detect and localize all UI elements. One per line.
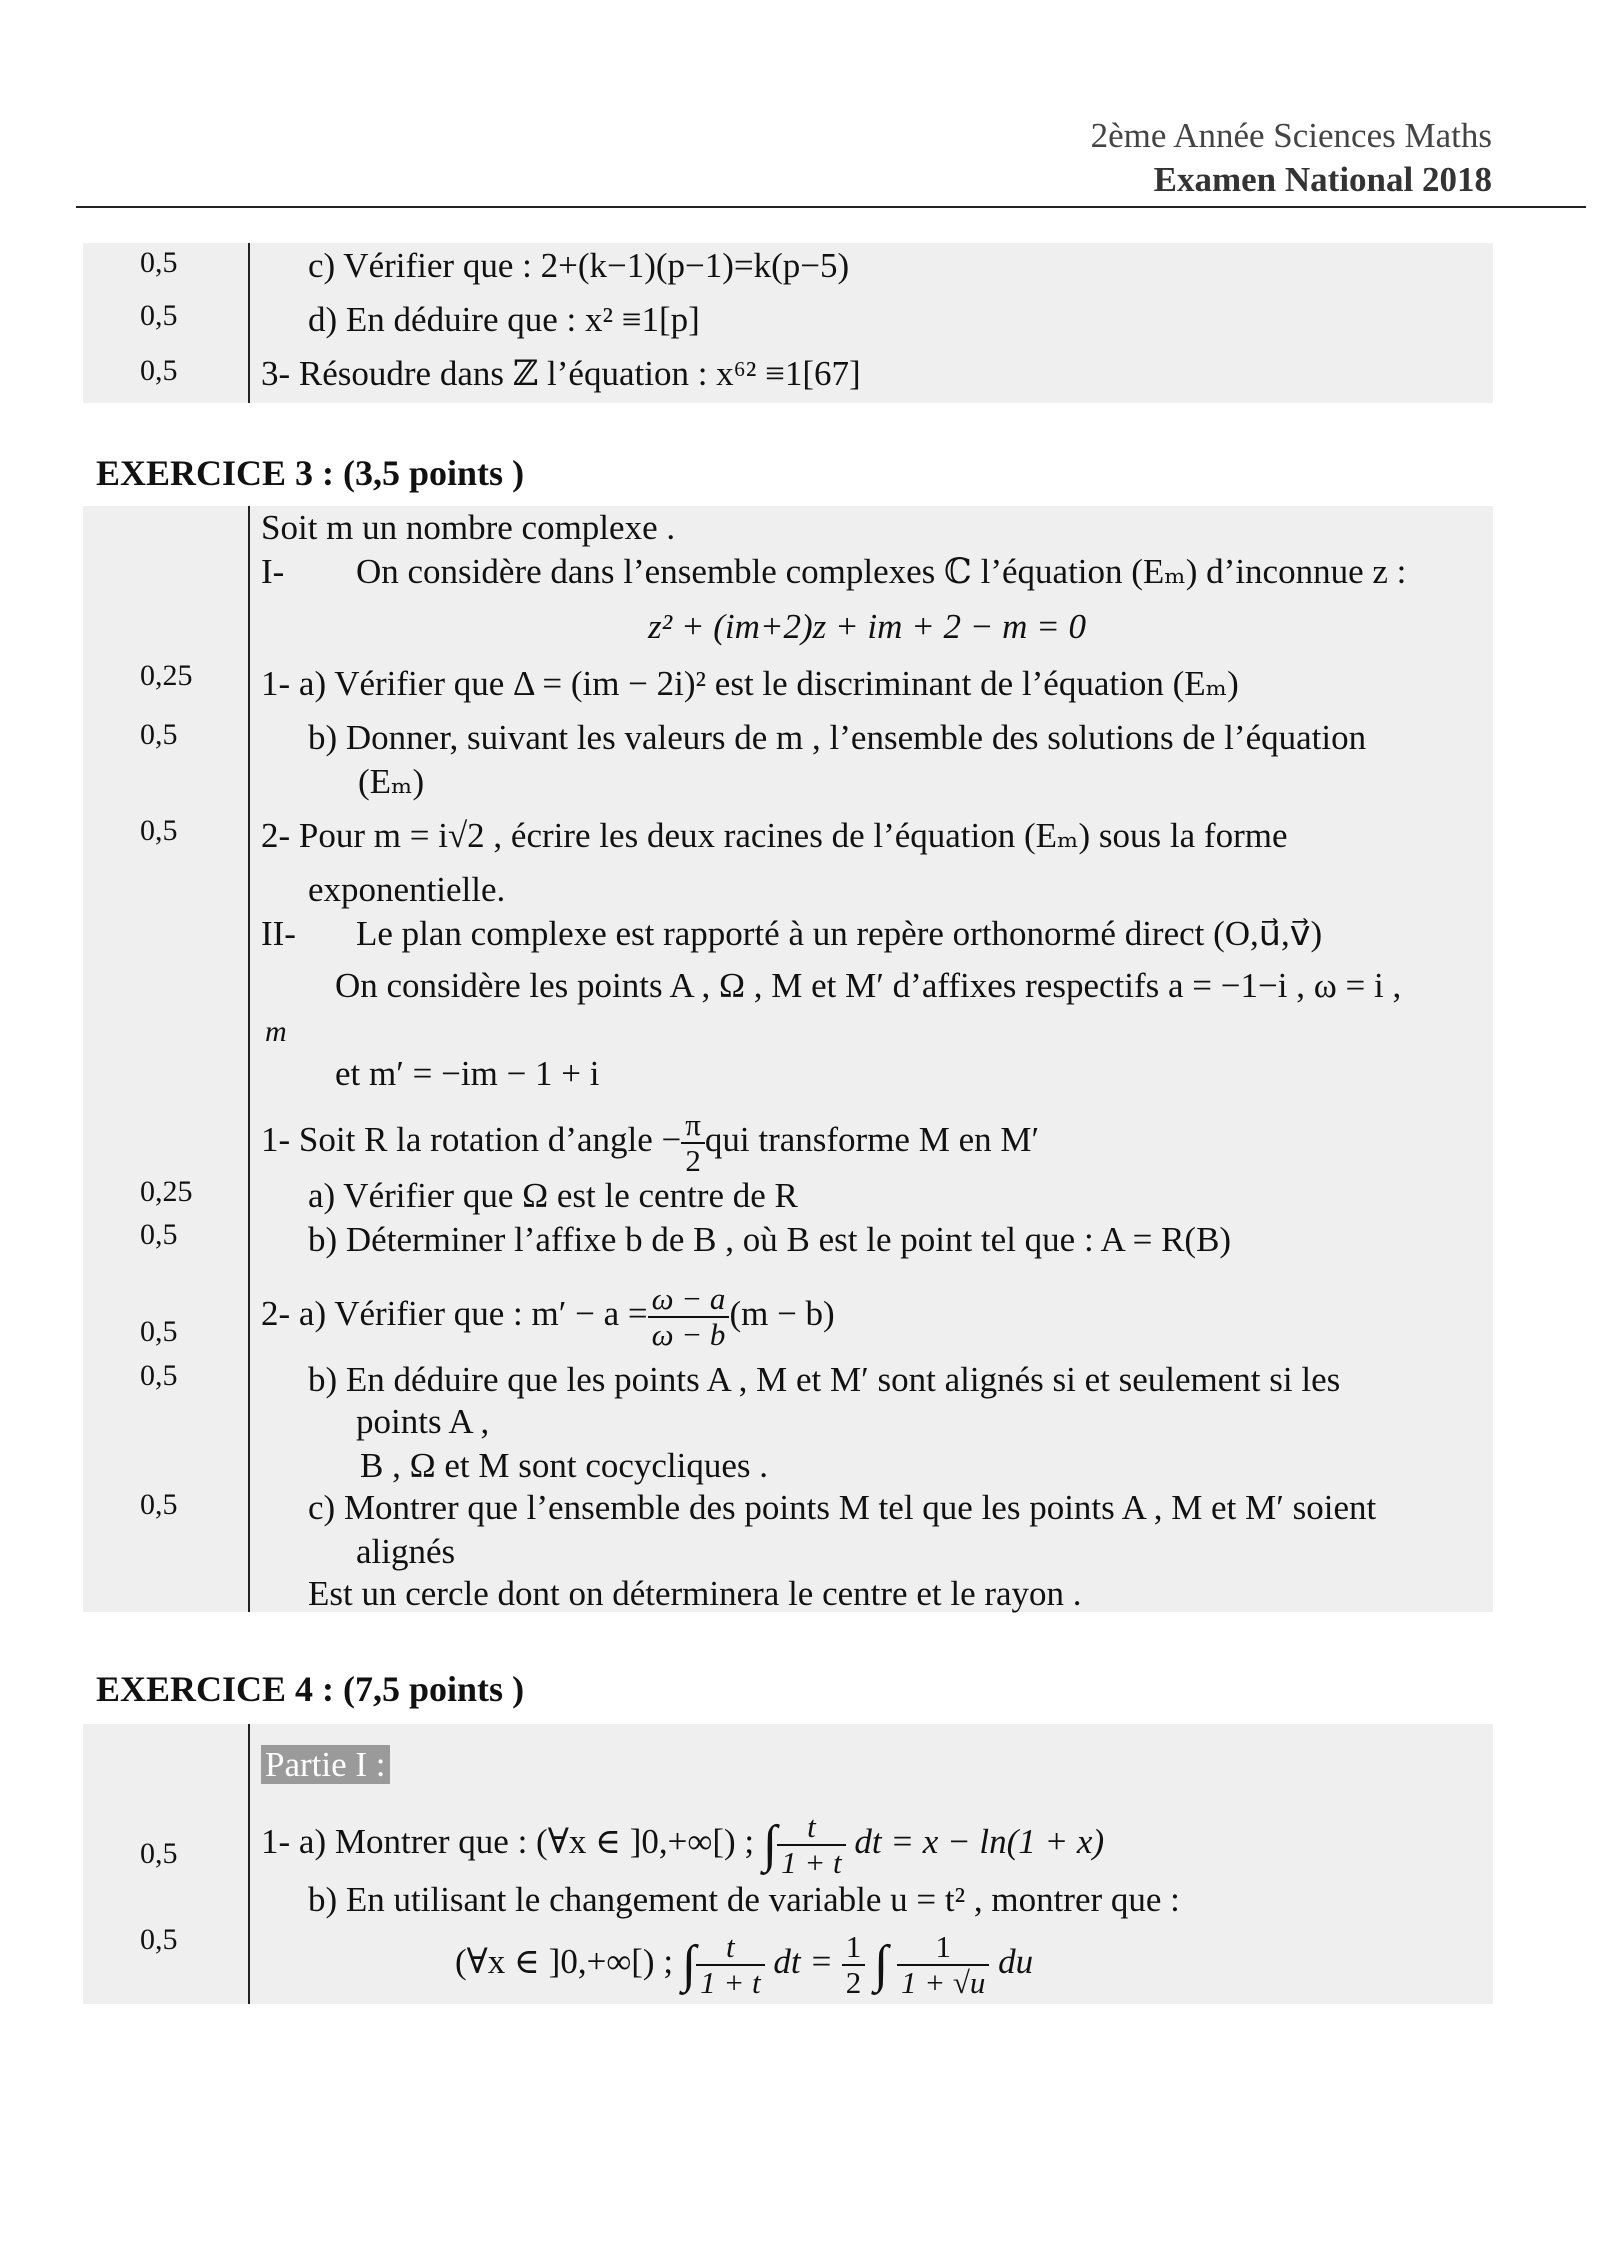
e3-soit: Soit m un nombre complexe . — [261, 508, 676, 547]
question-2c: c) Vérifier que : 2+(k−1)(p−1)=k(p−5) — [308, 246, 850, 285]
e4-q1b-frac1: $\frac{t}{1 + t}$ — [696, 1930, 765, 2000]
points-e3-II-2b: 0,5 — [140, 1359, 178, 1392]
e3-m-stray: m — [265, 1015, 287, 1048]
exercice3-title: EXERCICE 3 : (3,5 points ) — [96, 453, 525, 493]
points-e3-2: 0,5 — [140, 814, 178, 847]
exercice4-title: EXERCICE 4 : (7,5 points ) — [96, 1669, 525, 1709]
e3-m-prime: et m′ = −im − 1 + i — [335, 1054, 600, 1093]
block1-divider — [248, 243, 250, 403]
points-e4-1b: 0,5 — [140, 1923, 178, 1956]
e3-II-2c-line3: Est un cercle dont on déterminera le centre et le rayon . — [308, 1574, 1082, 1613]
e3-II-1b: b) Déterminer l’affixe b de B , où B est le point tel que : A = R(B) — [308, 1220, 1232, 1259]
e3-fraction: $\frac{\omega - a}{\omega - b}$ — [648, 1282, 730, 1352]
e3-II-2b-line2: points A , — [356, 1402, 490, 1441]
e3-points-def: On considère les points A , Ω , M et M′ d’affixes respectifs a = −1−i , ω = i , — [335, 966, 1402, 1005]
e3-II-1a: a) Vérifier que Ω est le centre de R — [308, 1176, 798, 1215]
block-exercice4-divider — [248, 1724, 250, 2004]
points-e3-II-1b: 0,5 — [140, 1218, 178, 1251]
header-level: 2ème Année Sciences Maths — [1090, 116, 1492, 155]
e3-q2-line2: exponentielle. — [308, 870, 506, 909]
points-c: 0,5 — [140, 246, 178, 279]
e3-q2-line1: 2- Pour m = i√2 , écrire les deux racines de l’équation (Eₘ) sous la forme — [261, 816, 1288, 855]
header-exam: Examen National 2018 — [1153, 160, 1492, 199]
e3-part-II-label: II- — [261, 914, 296, 953]
points-e3-1a: 0,25 — [140, 659, 193, 692]
e4-q1a-fraction: $\frac{t}{1 + t}$ — [777, 1810, 846, 1880]
points-d: 0,5 — [140, 299, 178, 332]
e3-q1b-line2: (Eₘ) — [358, 762, 425, 801]
points-e3-II-2c: 0,5 — [140, 1488, 178, 1521]
e3-q1b-line1: b) Donner, suivant les valeurs de m , l’ensemble des solutions de l’équation — [308, 718, 1367, 757]
e4-q1b-frac2: $\frac{1}{1 + √u}$ — [897, 1930, 989, 2000]
e4-q1b-half: $\frac{1}{2}$ — [842, 1930, 866, 2000]
question-2d: d) En déduire que : x² ≡1[p] — [308, 300, 700, 339]
e3-rotation: 1- Soit R la rotation d’angle − $\frac{\pi}{2}$ qui transforme M en M′ — [261, 1107, 1040, 1178]
e3-equation: z² + (im+2)z + im + 2 − m = 0 — [648, 607, 1087, 646]
e3-II-2c-line1: c) Montrer que l’ensemble des points M tel que les points A , M et M′ soient — [308, 1488, 1377, 1527]
e3-part-I-label: I- — [261, 552, 285, 591]
points-e3-II-2a: 0,5 — [140, 1315, 178, 1348]
e3-II-2b-line3: B , Ω et M sont cocycliques . — [360, 1446, 769, 1485]
e3-II-2a: 2- a) Vérifier que : m′ − a = $\frac{\omega - a}{\omega - b}$ (m − b) — [261, 1281, 835, 1352]
e3-II-2b-line1: b) En déduire que les points A , M et M′ sont alignés si et seulement si les — [308, 1360, 1341, 1399]
e4-partie-I: Partie I : — [261, 1745, 390, 1785]
points-e3-1b: 0,5 — [140, 718, 178, 751]
e3-II-2c-line2: alignés — [356, 1532, 456, 1571]
e3-part-I-text: On considère dans l’ensemble complexes ℂ l’équation (Eₘ) d’inconnue z : — [356, 552, 1407, 591]
points-e3-II-1a: 0,25 — [140, 1175, 193, 1208]
e3-angle-fraction: $\frac{\pi}{2}$ — [681, 1108, 705, 1178]
e4-q1b-formula: (∀x ∈ ]0,+∞[) ; ∫ $\frac{t}{1 + t}$ dt = $\frac{1}{2}$ ∫ $\frac{1}{1 + √u}$ du — [455, 1929, 1034, 2000]
header-rule — [76, 206, 1586, 208]
points-e4-1a: 0,5 — [140, 1837, 178, 1870]
e4-q1a: 1- a) Montrer que : (∀x ∈ ]0,+∞[) ; ∫ $\frac{t}{1 + t}$ dt = x − ln(1 + x) — [261, 1809, 1105, 1880]
e4-q1b: b) En utilisant le changement de variable u = t² , montrer que : — [308, 1880, 1180, 1919]
block-exercice3-divider — [248, 506, 250, 1612]
e3-q1a: 1- a) Vérifier que Δ = (im − 2i)² est le discriminant de l’équation (Eₘ) — [261, 664, 1239, 703]
e3-part-II-text: Le plan complexe est rapporté à un repère orthonormé direct (O,u⃗,v⃗) — [356, 914, 1323, 953]
question-3: 3- Résoudre dans ℤ l’équation : x⁶² ≡1[67] — [261, 354, 861, 393]
points-q3: 0,5 — [140, 354, 178, 387]
